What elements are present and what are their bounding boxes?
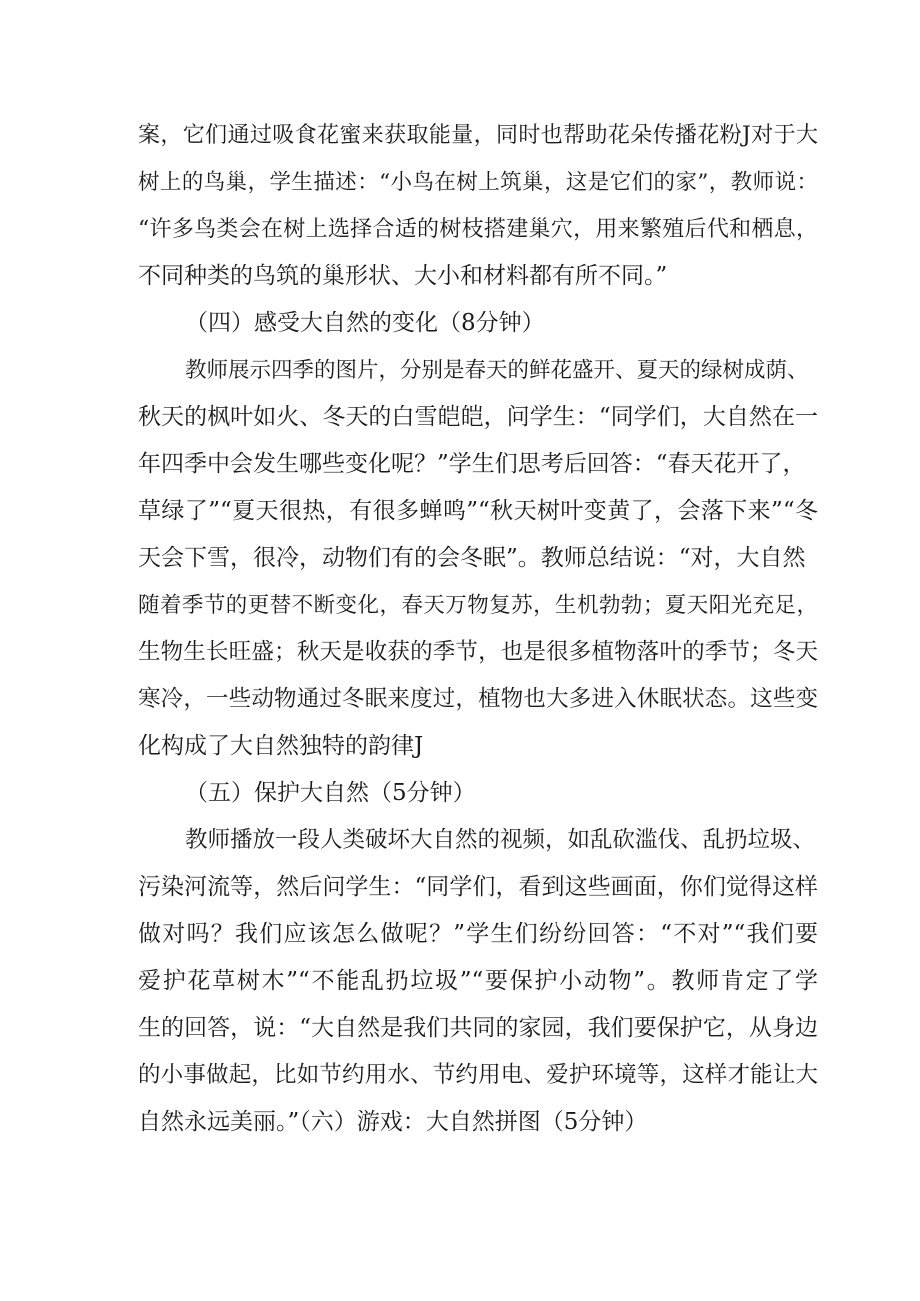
- text-line: 生物生长旺盛；秋天是收获的季节，也是很多植物落叶的季节；冬天: [138, 639, 818, 665]
- text-line: 随着季节的更替不断变化，春天万物复苏，生机勃勃；夏天阳光充足，: [138, 593, 818, 618]
- text-line: 做对吗？我们应该怎么做呢？”学生们纷纷回答：“不对”“我们要: [138, 921, 818, 947]
- text-line: 爱护花草树木”“不能乱扔垃圾”“要保护小动物”。教师肯定了学: [138, 968, 818, 994]
- text-line: 教师播放一段人类破坏大自然的视频，如乱砍滥伐、乱扔垃圾、: [185, 827, 816, 853]
- text-line: 的小事做起，比如节约用水、节约用电、爱护环境等，这样才能让大: [138, 1062, 818, 1088]
- section-heading: （四）感受大自然的变化（8分钟）: [185, 310, 545, 336]
- text-line: 教师展示四季的图片，分别是春天的鲜花盛开、夏天的绿树成荫、: [185, 358, 809, 383]
- text-line: 天会下雪，很冷，动物们有的会冬眠”。教师总结说：“对，大自然: [138, 545, 806, 571]
- text-line: 化构成了大自然独特的韵律J: [138, 733, 424, 759]
- text-line: 年四季中会发生哪些变化呢？”学生们思考后回答：“春天花开了，: [138, 451, 806, 477]
- text-line: 秋天的枫叶如火、冬天的白雪皑皑，问学生：“同学们，大自然在一: [138, 404, 818, 430]
- text-line: 草绿了”“夏天很热，有很多蝉鸣”“秋天树叶变黄了，会落下来”“冬: [138, 498, 818, 524]
- text-line: 生的回答，说：“大自然是我们共同的家园，我们要保护它，从身边: [138, 1015, 818, 1041]
- text-line: 污染河流等，然后问学生：“同学们，看到这些画面，你们觉得这样: [138, 874, 818, 900]
- text-line: 案，它们通过吸食花蜜来获取能量，同时也帮助花朵传播花粉J对于大: [138, 123, 818, 148]
- section-heading: （五）保护大自然（5分钟）: [185, 780, 476, 806]
- text-line: “许多鸟类会在树上选择合适的树枝搭建巢穴，用来繁殖后代和栖息，: [138, 217, 818, 242]
- text-line: 自然永远美丽。”（六）游戏：大自然拼图（5分钟）: [138, 1109, 648, 1135]
- document-body: [138, 112, 818, 1146]
- text-line: 寒冷，一些动物通过冬眠来度过，植物也大多进入休眠状态。这些变: [138, 686, 818, 712]
- text-line: 树上的鸟巢，学生描述：“小鸟在树上筑巢，这是它们的家”，教师说：: [138, 170, 818, 195]
- text-line: 不同种类的鸟筑的巢形状、大小和材料都有所不同。”: [138, 263, 668, 289]
